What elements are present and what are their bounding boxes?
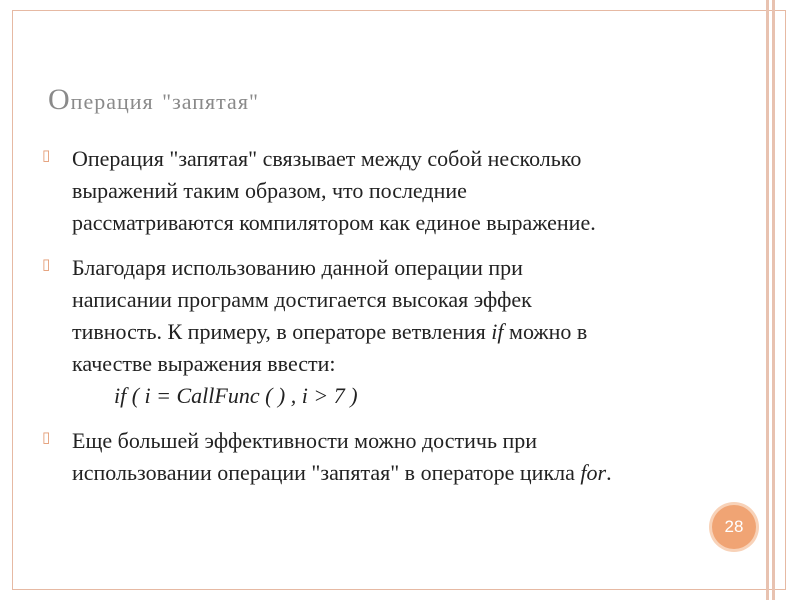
bullet-icon: ▯ bbox=[42, 430, 51, 446]
bullet-line: Благодаря использованию данной операции при bbox=[72, 255, 523, 280]
right-decor-stripe-1 bbox=[766, 0, 769, 600]
bullet-line: Операция "запятая" связывает между собой несколько bbox=[72, 146, 582, 171]
text-segment: можно в bbox=[503, 319, 588, 344]
page-number-badge: 28 bbox=[712, 505, 756, 549]
bullet-line bbox=[72, 457, 732, 489]
bullet-item-1 bbox=[42, 143, 732, 239]
text-segment: использовании операции "запятая" в операторе цикла bbox=[72, 460, 581, 485]
keyword-for: for bbox=[580, 460, 607, 485]
keyword-if: if bbox=[491, 319, 504, 344]
code-formula: if ( i = CallFunc ( ) , i > 7 ) bbox=[114, 383, 358, 408]
right-decor-stripe-2 bbox=[772, 0, 775, 600]
bullet-item-2 bbox=[42, 252, 732, 412]
bullet-icon: ▯ bbox=[42, 257, 51, 273]
title-rest: перация bbox=[70, 89, 154, 114]
bullet-line: Еще большей эффективности можно достичь при bbox=[72, 428, 538, 453]
title-first-letter: О bbox=[48, 83, 71, 116]
text-segment: тивность. К примеру, в операторе ветвления bbox=[72, 319, 492, 344]
title-quote: "запятая" bbox=[162, 89, 259, 114]
slide-title bbox=[48, 83, 259, 117]
bullet-line: выражений таким образом, что последние bbox=[72, 178, 467, 203]
bullet-list bbox=[42, 143, 732, 502]
bullet-line: написании программ достигается высокая эффек bbox=[72, 287, 532, 312]
bullet-line: качестве выражения ввести: bbox=[72, 351, 336, 376]
bullet-line bbox=[72, 316, 732, 348]
text-segment: . bbox=[606, 460, 612, 485]
bullet-line: рассматриваются компилятором как единое выражение. bbox=[72, 210, 596, 235]
bullet-item-3 bbox=[42, 425, 732, 489]
bullet-icon: ▯ bbox=[42, 148, 51, 164]
